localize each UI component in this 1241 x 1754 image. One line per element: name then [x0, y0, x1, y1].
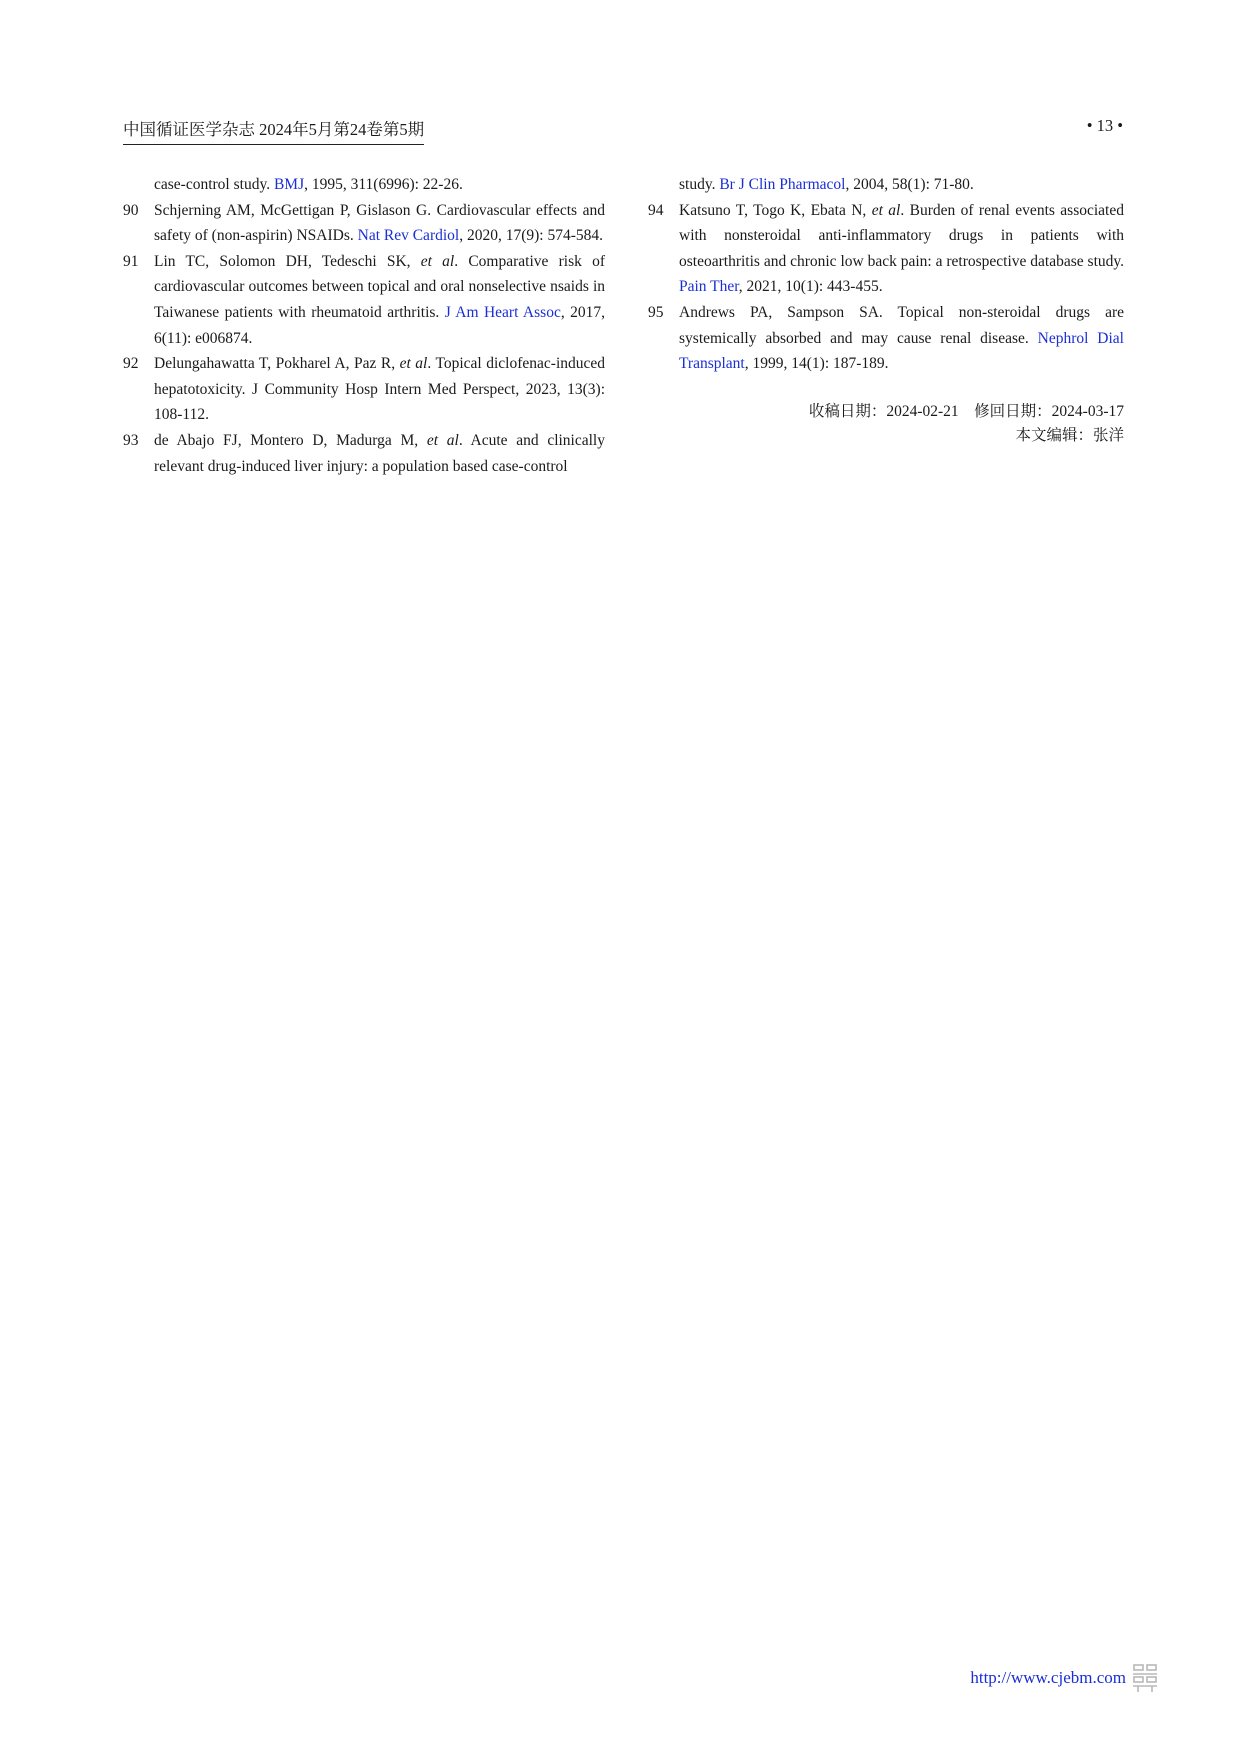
editor-credit: 本文编辑：张洋: [1015, 427, 1124, 444]
et-al: et al: [399, 355, 428, 373]
reference-citation: , 2004, 58(1): 71-80.: [845, 176, 974, 193]
reference-number: 90: [123, 201, 139, 219]
et-al: et al: [871, 201, 901, 219]
journal-link[interactable]: Br J Clin Pharmacol: [719, 176, 846, 193]
reference-citation: , 1999, 14(1): 187-189.: [744, 355, 889, 373]
et-al: et al: [426, 431, 459, 449]
reference-item: [648, 300, 1124, 377]
reference-text-cont: . Acute and clinically relevant drug-induced liver injury: a population based case-control: [154, 431, 605, 475]
reference-number: 91: [123, 252, 139, 270]
reference-text: Lin TC, Solomon DH, Tedeschi SK,: [154, 252, 421, 270]
reference-item: [123, 428, 605, 479]
journal-link[interactable]: Pain Ther: [679, 278, 739, 296]
reference-text: Andrews PA, Sampson SA. Topical non-steroidal drugs are systemically absorbed and may cause renal disease.: [679, 303, 1124, 347]
reference-text: Delungahawatta T, Pokharel A, Paz R,: [154, 355, 400, 373]
journal-link[interactable]: BMJ: [273, 176, 305, 193]
received-revised-dates: 收稿日期：2024-02-21 修回日期：2024-03-17: [808, 403, 1124, 420]
journal-issue-title: 中国循证医学杂志 2024年5月第24卷第5期: [123, 116, 424, 145]
et-al: et al: [420, 252, 455, 270]
reference-text-cont: . Burden of renal events associated with nonsteroidal anti-inflammatory drugs in patients with osteoarthritis and chronic low back pain: a retrospective database study.: [679, 201, 1124, 270]
journal-logo-icon: [1132, 1663, 1158, 1693]
reference-citation: , 2017, 6(11): e006874.: [154, 303, 605, 347]
reference-column-left: [123, 172, 605, 479]
reference-number: 95: [648, 303, 664, 321]
reference-number: 92: [123, 355, 139, 373]
reference-text: de Abajo FJ, Montero D, Madurga M,: [154, 431, 427, 449]
journal-link[interactable]: J Am Heart Assoc: [444, 303, 561, 321]
reference-item: [123, 351, 605, 428]
reference-item: [123, 198, 605, 249]
article-dates: [648, 400, 1124, 448]
reference-text: case-control study.: [154, 176, 274, 193]
reference-item: [123, 249, 605, 351]
running-header: [123, 116, 1123, 146]
reference-citation: , 1995, 311(6996): 22-26.: [304, 176, 463, 193]
journal-url-link[interactable]: http://www.cjebm.com: [970, 1668, 1126, 1687]
reference-column-right: [648, 172, 1124, 377]
reference-continuation: [123, 172, 605, 198]
reference-text: Katsuno T, Togo K, Ebata N,: [679, 201, 872, 219]
page-footer: [970, 1663, 1158, 1693]
reference-number: 94: [648, 201, 664, 219]
reference-continuation: [648, 172, 1124, 198]
reference-number: 93: [123, 431, 139, 449]
reference-citation: , 2021, 10(1): 443-455.: [738, 278, 883, 296]
journal-link[interactable]: Nat Rev Cardiol: [357, 227, 460, 245]
journal-link[interactable]: Nephrol Dial Transplant: [679, 329, 1124, 373]
reference-item: [648, 198, 1124, 300]
reference-citation: , 2020, 17(9): 574-584.: [459, 227, 604, 245]
reference-text-cont: . Comparative risk of cardiovascular outcomes between topical and oral nonselective nsaids in Taiwanese patients with rheumatoid arthritis.: [154, 252, 605, 321]
reference-text: study.: [679, 176, 720, 193]
page-number: • 13 •: [1086, 116, 1123, 135]
reference-text: Schjerning AM, McGettigan P, Gislason G. Cardiovascular effects and safety of (non-aspirin) NSAIDs.: [154, 201, 605, 245]
reference-text-cont: . Topical diclofenac-induced hepatotoxicity. J Community Hosp Intern Med Perspect, 2023, 13(3): 108-112.: [154, 355, 606, 424]
